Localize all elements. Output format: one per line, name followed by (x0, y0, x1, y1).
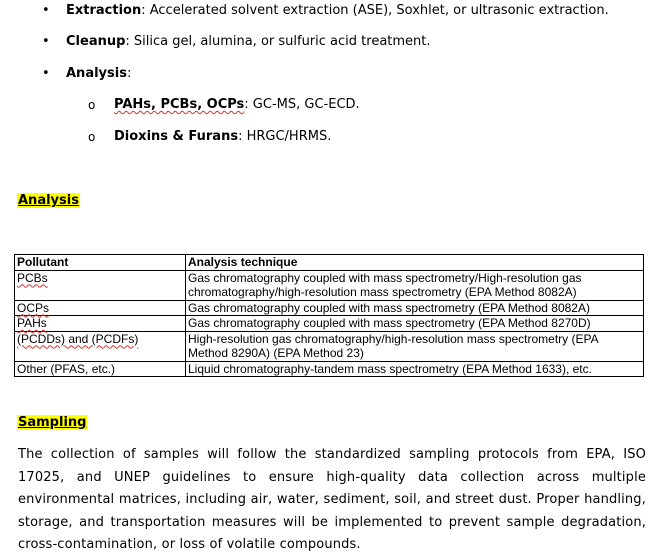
column-header-technique: Analysis technique (186, 255, 644, 271)
pollutant-cell (15, 300, 186, 316)
bullet-term: Cleanup (66, 34, 126, 49)
sub-bullet-dot: o (88, 130, 96, 144)
sampling-heading: Sampling (18, 415, 87, 430)
pollutant-name: PAHs (17, 316, 47, 330)
bullet-dot: • (42, 66, 50, 81)
bullet-dot: • (42, 3, 50, 18)
table-row (15, 316, 644, 332)
technique-cell: Gas chromatography coupled with mass spectrometry (EPA Method 8082A) (186, 300, 644, 316)
technique-cell: Gas chromatography coupled with mass spectrometry (EPA Method 8270D) (186, 316, 644, 332)
table-row (15, 270, 644, 300)
sub-bullet-pahs (114, 97, 360, 112)
table-header-row (15, 255, 644, 271)
sub-bullet-term: PAHs, PCBs, OCPs (114, 97, 245, 112)
sub-bullet-dioxins (114, 129, 331, 144)
pollutant-cell (15, 331, 186, 361)
bullet-dot: • (42, 34, 50, 49)
bullet-extraction (66, 3, 609, 18)
pollutant-name: (PCDDs) and (PCDFs) (17, 331, 139, 346)
pollutant-cell (15, 270, 186, 300)
analysis-technique-table (14, 254, 644, 377)
bullet-text: : (126, 66, 132, 81)
pollutant-name: PCBs (17, 270, 48, 285)
bullet-text: : Silica gel, alumina, or sulfuric acid treatment. (125, 34, 431, 49)
table-row (15, 361, 644, 377)
pollutant-cell: Other (PFAS, etc.) (15, 361, 186, 377)
technique-cell: Liquid chromatography-tandem mass spectrometry (EPA Method 1633), etc. (186, 361, 644, 377)
table-row (15, 300, 644, 316)
sub-bullet-dot: o (88, 98, 96, 112)
analysis-heading: Analysis (18, 193, 79, 208)
technique-cell: Gas chromatography coupled with mass spectrometry/High-resolution gas chromatography/high-resolution mass spectrometry (EPA Method 8082A) (186, 270, 644, 300)
bullet-cleanup (66, 34, 431, 49)
bullet-term: Analysis (66, 66, 127, 81)
pollutant-cell (15, 316, 186, 332)
column-header-pollutant: Pollutant (15, 255, 186, 271)
bullet-analysis (66, 66, 131, 81)
bullet-term: Extraction (66, 3, 142, 18)
table-row (15, 331, 644, 361)
sub-bullet-term: Dioxins & Furans (114, 129, 239, 144)
bullet-text: : Accelerated solvent extraction (ASE), Soxhlet, or ultrasonic extraction. (141, 3, 609, 18)
technique-cell: High-resolution gas chromatography/high-resolution mass spectrometry (EPA Method 8290A) (EPA Method 23) (186, 331, 644, 361)
pollutant-name: OCPs (17, 300, 50, 315)
sub-bullet-text: : HRGC/HRMS. (238, 129, 332, 144)
sub-bullet-text: : GC-MS, GC-ECD. (244, 97, 360, 112)
sampling-paragraph: The collection of samples will follow the standardized sampling protocols from EPA, ISO 17025, and UNEP guidelines to ensure high-quality data collection across multiple environmental matrices, including air, water, sediment, soil, and street dust. Proper handling, storage, and transportation measures will be implemented to prevent sample degradation, cross-contamination, or loss of volatile compounds. (18, 447, 646, 552)
